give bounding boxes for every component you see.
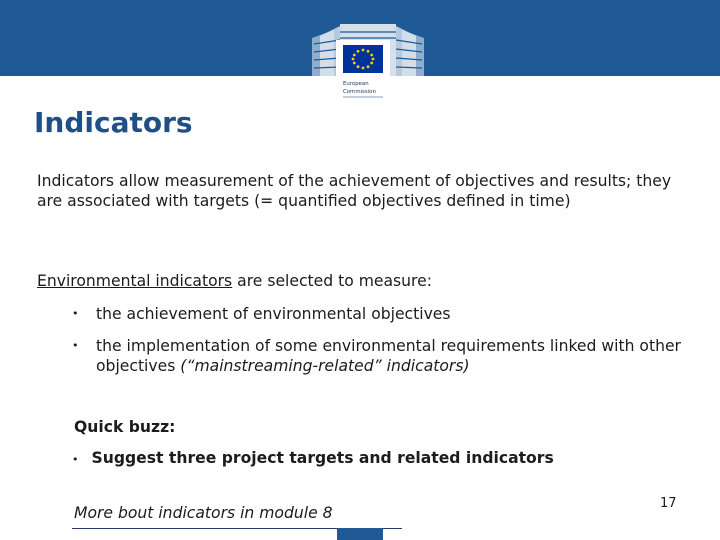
environmental-indicators-line	[37, 272, 432, 290]
environmental-indicators-rest: are selected to measure:	[232, 272, 432, 290]
list-item-text: the achievement of environmental objectives	[96, 305, 451, 323]
list-item-italic-text: (“mainstreaming-related” indicators)	[180, 357, 470, 375]
european-commission-logo	[310, 16, 432, 100]
footer-strip	[337, 528, 383, 540]
suggestion-line	[72, 449, 554, 467]
bullet-icon: •	[72, 339, 79, 352]
logo-line-2: Commission	[343, 89, 376, 95]
more-info-note: More bout indicators in module 8	[74, 504, 333, 522]
list-item-text: the implementation of some environmental requirements linked with other objectives	[96, 337, 681, 375]
intro-paragraph: Indicators allow measurement of the achievement of objectives and results; they are associated with targets (= quantified objectives defined in time)	[37, 172, 672, 210]
list-item	[72, 304, 692, 324]
page-number: 17	[660, 496, 677, 511]
environmental-indicators-term: Environmental indicators	[37, 272, 233, 290]
suggestion-text: Suggest three project targets and related indicators	[91, 449, 554, 467]
quick-buzz-label: Quick buzz:	[74, 418, 176, 436]
bullet-icon: •	[72, 307, 79, 320]
logo-line-1: European	[343, 81, 369, 87]
logo-panel	[336, 40, 390, 115]
bullet-icon: •	[72, 453, 79, 466]
slide-title: Indicators	[34, 106, 193, 139]
measure-list	[72, 304, 692, 388]
list-item	[72, 336, 692, 376]
